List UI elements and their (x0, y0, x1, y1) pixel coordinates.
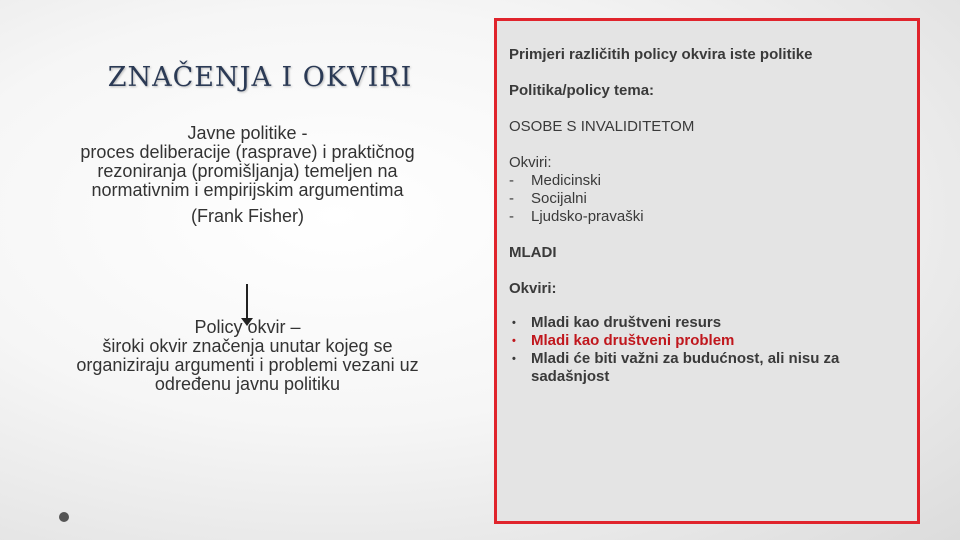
bullet-dot-icon (59, 512, 69, 522)
list-item-highlighted: • Mladi kao društveni problem (512, 332, 735, 349)
definition-author: (Frank Fisher) (190, 206, 304, 226)
frames-list-youth (509, 314, 902, 386)
list-item: • Mladi kao društveni resurs (512, 314, 722, 331)
frames-label-disability: Okviri: (509, 154, 552, 171)
topic-disability: OSOBE S INVALIDITETOM (509, 118, 695, 135)
policy-frame-body: široki okvir značenja unutar kojeg se organiziraju argumenti i problemi vezani uz određenu javnu politiku (76, 336, 419, 394)
list-item: • Mladi će biti važni za budućnost, ali nisu za sadašnjost (512, 350, 840, 385)
definition-body: proces deliberacije (rasprave) i praktičnog rezoniranja (promišljanja) temeljen na normativnim i empirijskim argumentima (80, 142, 415, 200)
list-item: - Ljudsko-pravaški (509, 208, 644, 225)
topic-youth: MLADI (509, 244, 557, 261)
topic-label: Politika/policy tema: (509, 82, 655, 99)
frames-label-youth: Okviri: (509, 280, 557, 297)
definition-heading: Javne politike - (187, 123, 308, 143)
slide-title: ZNAČENJA I OKVIRI (107, 62, 413, 93)
policy-frame-heading: Policy okvir – (194, 317, 301, 337)
box-header: Primjeri različitih policy okvira iste politike (509, 46, 813, 63)
list-item: - Socijalni (509, 190, 587, 207)
policy-frame-block (55, 318, 440, 394)
examples-box (494, 18, 920, 524)
list-item: - Medicinski (509, 172, 602, 189)
frames-list-disability (509, 172, 902, 226)
definition-block (55, 124, 440, 226)
